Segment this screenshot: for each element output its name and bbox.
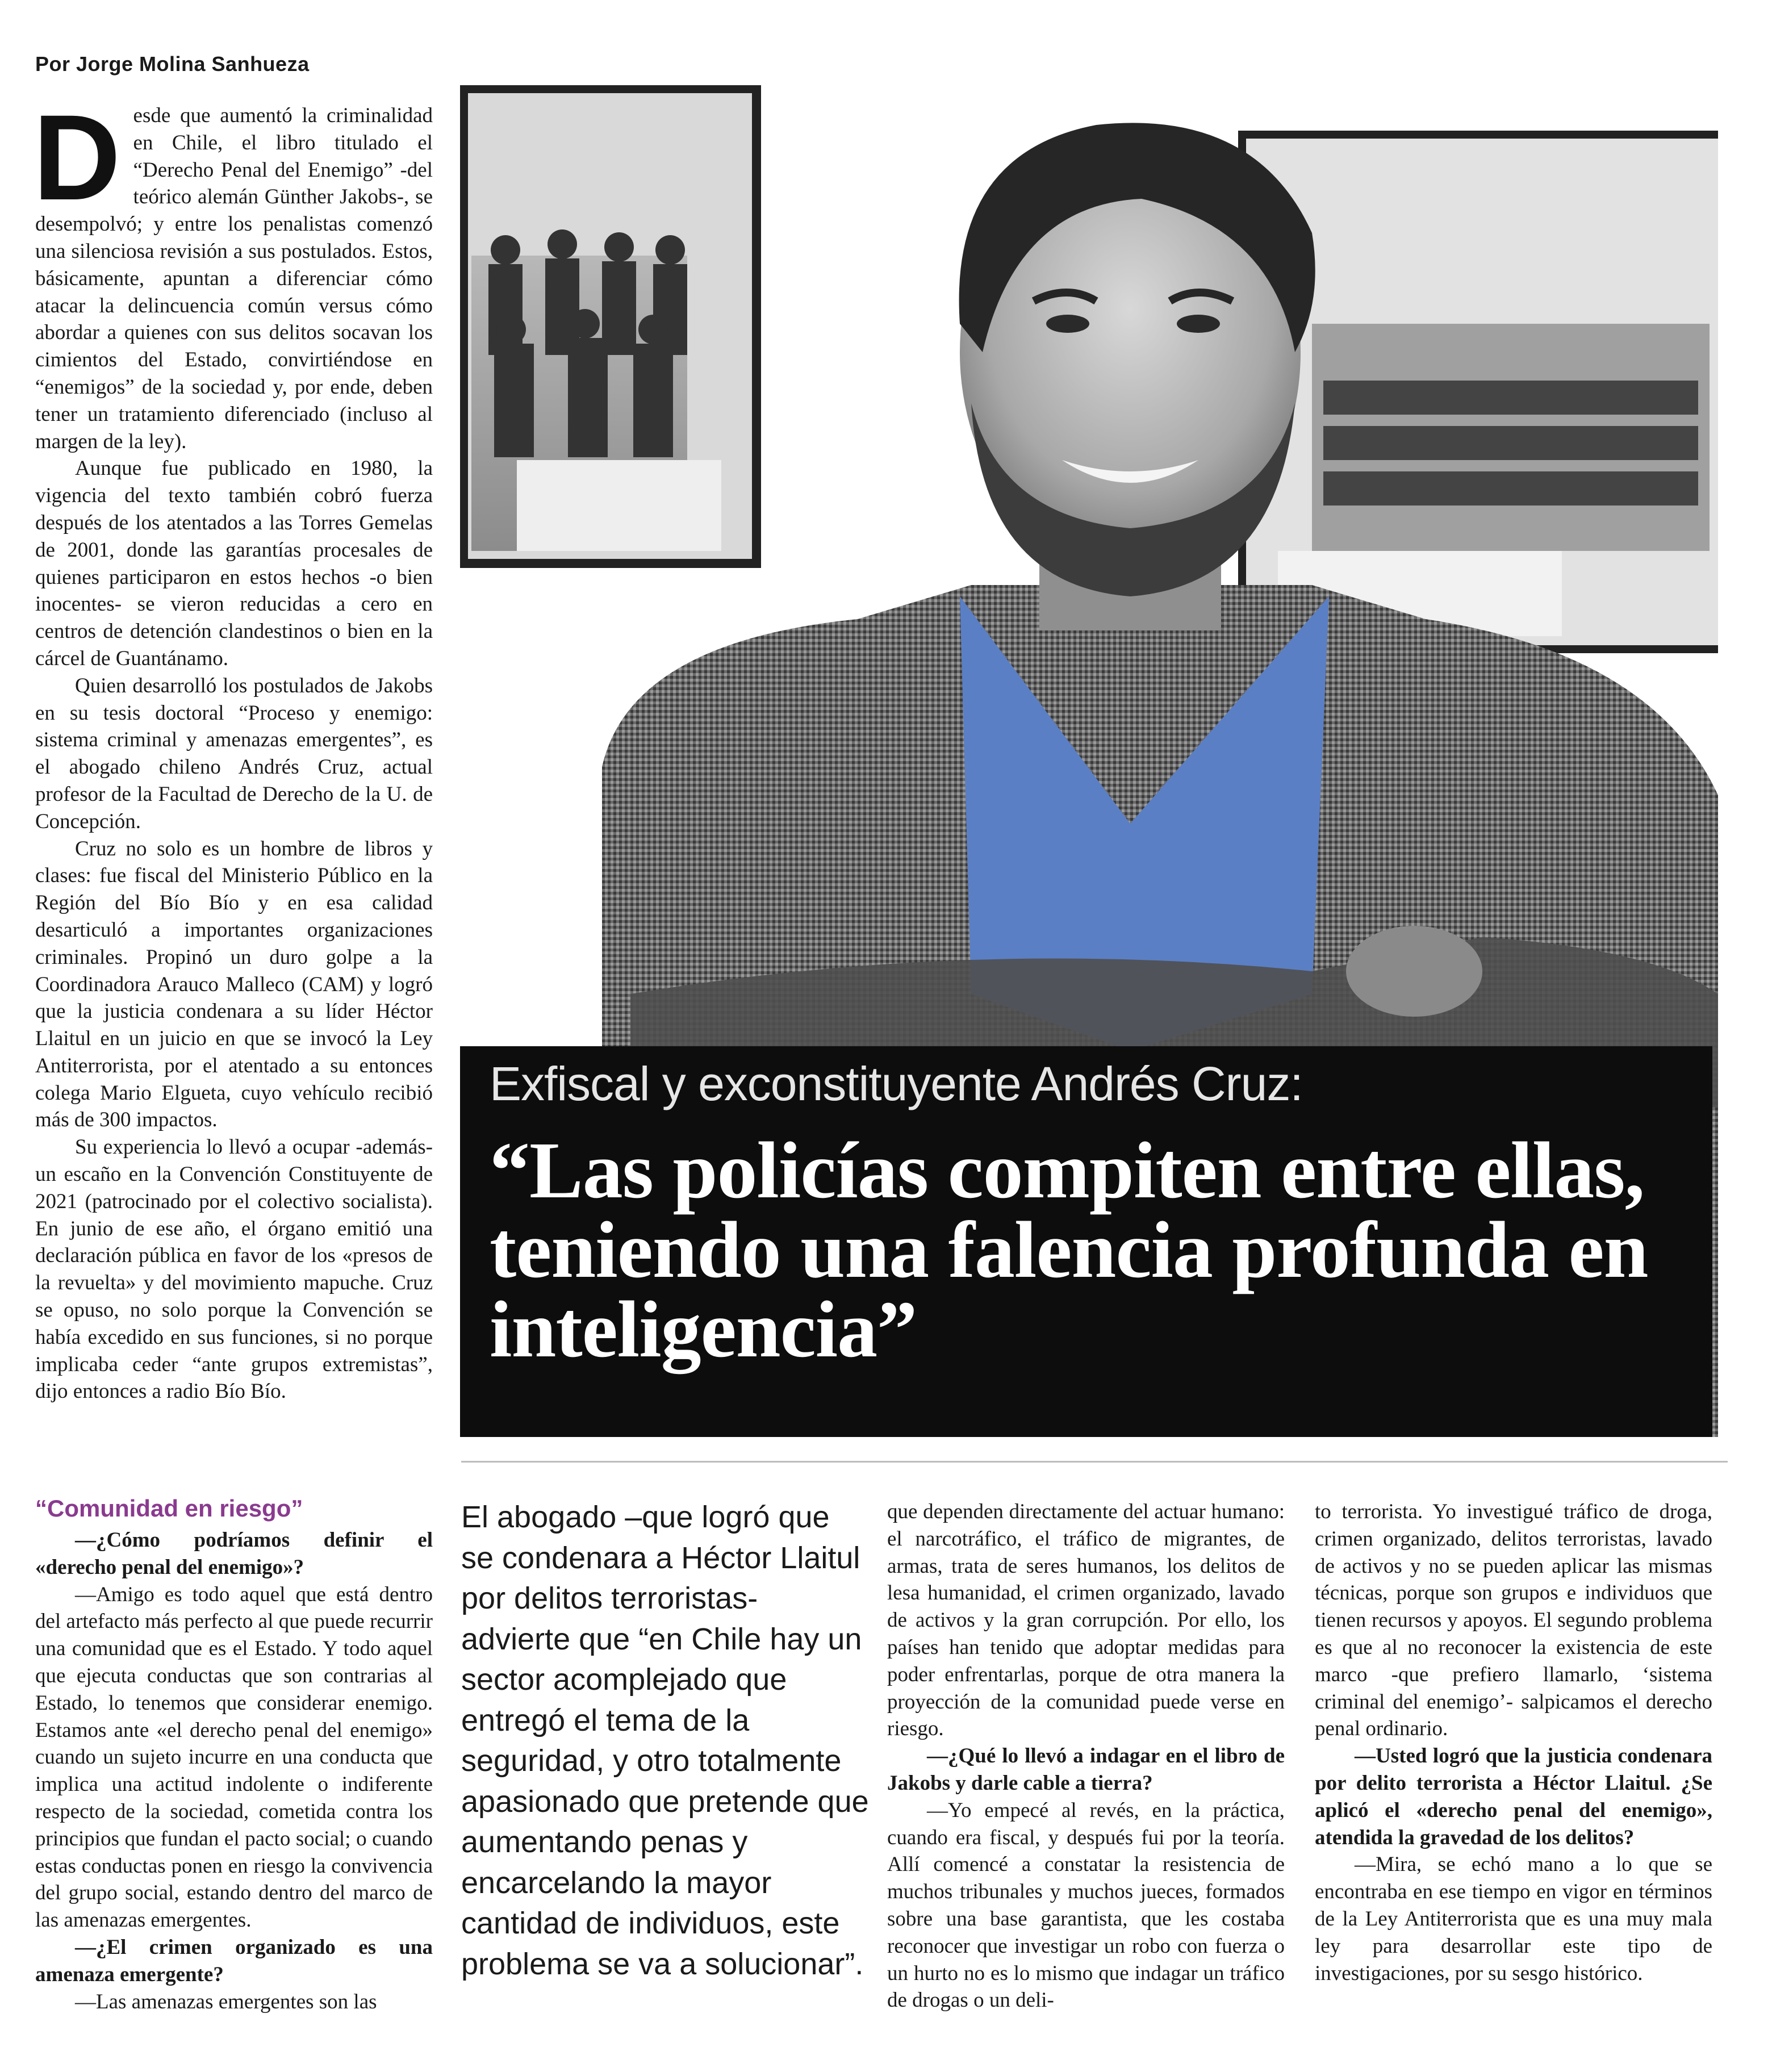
kicker: Exfiscal y exconstituyente Andrés Cruz:	[490, 1057, 1303, 1110]
question: —¿Qué lo llevó a indagar en el libro de Jakobs y darle cable a tierra?	[887, 1744, 1285, 1795]
intro-first-paragraph: Desde que aumentó la criminalidad en Chile, el libro titulado el “Derecho Penal del Enemigo” -del teórico alemán Günther Jakobs-, se desempolvó; y entre los penalistas comenzó una silenciosa revisión a sus postulados. Estos, básicamente, apuntan a diferenciar cómo atacar la delincuencia común versus cómo abordar a quienes con sus delitos socavan los cimientos del Estado, convirtiéndose en “enemigos” de la sociedad y, por ende, deben tener un tratamiento diferenciado (incluso al margen de la ley).	[33, 90, 433, 453]
question: —¿Cómo podríamos definir el «derecho penal del enemigo»?	[35, 1528, 433, 1579]
interview-column-3	[1315, 1498, 1712, 1987]
answer-continued: to terrorista. Yo investigué tráfico de droga, crimen organizado, delitos terroristas, lavado de activos y no se pueden aplicar las mismas técnicas, porque son grupos e individuos que tienen recursos y apoyos. El segundo problema es que al no reconocer la existencia de este marco -que prefiero llamarlo, ‘sistema criminal del enemigo’- salpicamos el derecho penal ordinario.	[1315, 1500, 1712, 1741]
intro-paragraph: Su experiencia lo llevó a ocupar -además- un escaño en la Convención Constituyente de 2021 (patrocinado por el colectivo socialista). En junio de ese año, el órgano emitió una declaración pública en favor de los «presos de la revuelta» y del movimiento mapuche. Cruz se opuso, no solo porque la Convención se había excedido en sus funciones, si no porque implicaba ceder “ante grupos extremistas”, dijo entonces a radio Bío Bío.	[35, 1135, 433, 1403]
interview-column-2	[887, 1498, 1285, 2014]
pull-quote: El abogado –que logró que se condenara a Héctor Llaitul por delitos terroristas- advierte que “en Chile hay un sector acomplejado que entregó el tema de la seguridad, y otro totalmente apasionado que pretende que aumentando penas y encarcelando la mayor cantidad de individuos, este problema se va a solucionar”.	[461, 1500, 869, 1981]
question: —¿El crimen organizado es una amenaza emergente?	[35, 1935, 433, 1986]
answer-continued: que dependen directamente del actuar humano: el narcotráfico, el tráfico de migrantes, de armas, trata de seres humanos, los delitos de lesa humanidad, el crimen organizado, lavado de activos y la gran corrupción. Por ello, los países han tenido que adoptar medidas para poder enfrentarlas, porque de otra manera la proyección de la comunidad puede verse en riesgo.	[887, 1500, 1285, 1741]
intro-paragraph: Quien desarrolló los postulados de Jakobs en su tesis doctoral “Proceso y enemigo: sistema criminal y amenazas emergentes”, es el abogado chileno Andrés Cruz, actual profesor de la Facultad de Derecho de la U. de Concepción.	[35, 674, 433, 833]
intro-paragraph: Aunque fue publicado en 1980, la vigencia del texto también cobró fuerza después de los atentados a las Torres Gemelas de 2001, donde las garantías procesales de quienes participaron en estos hechos -o bien inocentes- se vieron reducidas a cero en centros de detención clandestinos o bien en la cárcel de Guantánamo.	[35, 457, 433, 670]
interview-column-1	[35, 1527, 433, 2015]
section-divider	[461, 1461, 1728, 1463]
headline: “Las policías compiten entre ellas, teniendo una falencia profunda en inteligencia”	[490, 1125, 1648, 1374]
intro-column	[33, 90, 433, 1405]
answer: —Amigo es todo aquel que está dentro del artefacto más perfecto al que puede recurrir una comunidad que es el Estado. Y todo aquel que ejecuta conductas que son contrarias al Estado, lo tenemos que considerar enemigo. Estamos ante «el derecho penal del enemigo» cuando un sujeto incurre en una conducta que implica una actitud indolente o indiferente respecto de la sociedad, cometida contra los principios que fundan el pacto social; o cuando estas conductas ponen en riesgo la convivencia del grupo social, estando dentro del marco de las amenazas emergentes.	[35, 1582, 433, 1932]
drop-cap: D	[33, 90, 121, 225]
byline: Por Jorge Molina Sanhueza	[35, 52, 310, 76]
answer: —Yo empecé al revés, en la práctica, cuando era fiscal, y después fui por la teoría. Allí comencé a constatar la resistencia de muchos tribunales y muchos jueces, formados sobre una base garantista, que les costaba reconocer que investigar un robo con fuerza o un hurto no es lo mismo que indagar un tráfico de drogas o un deli-	[887, 1798, 1285, 2012]
intro-paragraph: Cruz no solo es un hombre de libros y clases: fue fiscal del Ministerio Público en la Región del Bío Bío y en esa calidad desarticuló a importantes organizaciones criminales. Propinó un duro golpe a la Coordinadora Arauco Malleco (CAM) y logró que la justicia condenara a su líder Héctor Llaitul en un juicio en que se invocó la Ley Antiterrorista, por el atentado a su entonces colega Mario Elgueta, cuyo vehículo recibió más de 300 impactos.	[35, 837, 433, 1132]
answer: —Mira, se echó mano a lo que se encontraba en ese tiempo en vigor en términos de la Ley Antiterrorista que es una muy mala ley para desarrollar este tipo de investigaciones, por su sesgo histórico.	[1315, 1853, 1712, 1985]
question: —Usted logró que la justicia condenara por delito terrorista a Héctor Llaitul. ¿Se aplicó el «derecho penal del enemigo», atendida la gravedad de los delitos?	[1315, 1744, 1712, 1849]
subhead: “Comunidad en riesgo”	[35, 1495, 303, 1522]
answer: —Las amenazas emergentes son las	[75, 1990, 377, 2013]
